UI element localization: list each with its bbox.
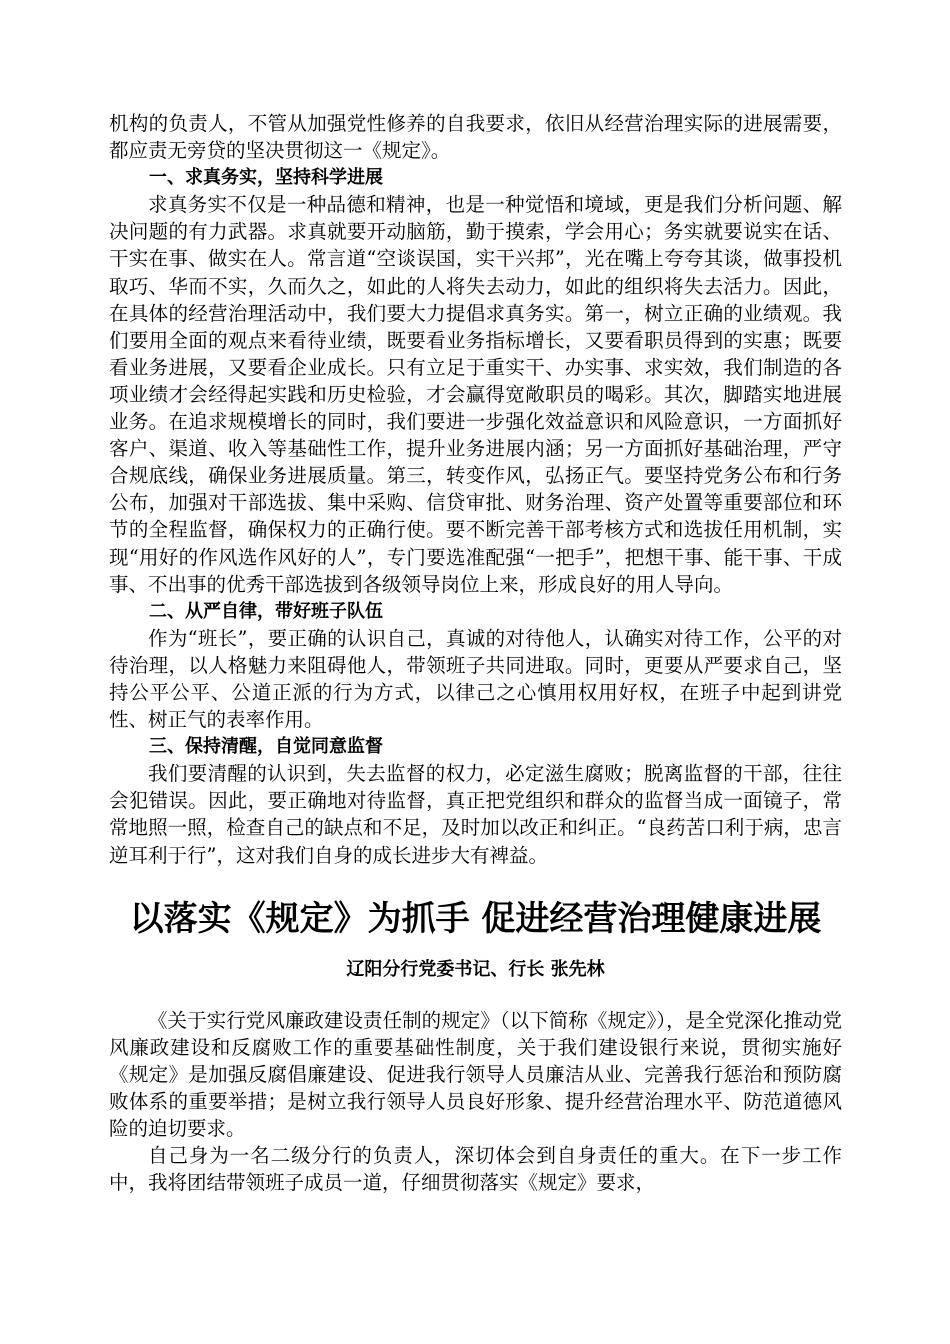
intro-paragraph: 机构的负责人，不管从加强党性修养的自我要求，依旧从经营治理实际的进展需要，都应责无旁贷的坚决贯彻这一《规定》。: [109, 112, 842, 163]
section-body-3: 我们要清醒的认识到，失去监督的权力，必定滋生腐败；脱离监督的干部，往往会犯错误。因此，要正确地对待监督，真正把党组织和群众的监督当成一面镜子，常常地照一照，检查自己的缺点和不足，及时加以改正和纠正。“良药苦口利于病，忠言逆耳利于行”，这对我们自身的成长进步大有裨益。: [109, 762, 842, 867]
section-heading-1: 一、求真务实，坚持科学进展: [149, 167, 383, 189]
article-byline: 辽阳分行党委书记、行长 张先林: [346, 958, 605, 980]
document-page: [109, 110, 842, 1196]
section-heading-2: 二、从严自律，带好班子队伍: [149, 600, 383, 622]
article-title: 以落实《规定》为抓手 促进经营治理健康进展: [129, 898, 822, 939]
section-heading-3: 三、保持清醒，自觉同意监督: [149, 736, 383, 758]
section-body-1: 求真务实不仅是一种品德和精神，也是一种觉悟和境域，更是我们分析问题、解决问题的有力武器。求真就要开动脑筋，勤于摸索，学会用心；务实就要说实在话、干实在事、做实在人。常言道“空谈误国，实干兴邦”，光在嘴上夸夸其谈，做事投机取巧、华而不实，久而久之，如此的人将失去动力，如此的组织将失去活力。因此，在具体的经营治理活动中，我们要大力提倡求真务实。第一，树立正确的业绩观。我们要用全面的观点来看待业绩，既要看业务指标增长，又要看职员得到的实惠；既要看业务进展，又要看企业成长。只有立足于重实干、办实事、求实效，我们制造的各项业绩才会经得起实践和历史检验，才会赢得宽敞职员的喝彩。其次，脚踏实地进展业务。在追求规模增长的同时，我们要进一步强化效益意识和风险意识，一方面抓好客户、渠道、收入等基础性工作，提升业务进展内涵；另一方面抓好基础治理，严守合规底线，确保业务进展质量。第三，转变作风，弘扬正气。要坚持党务公布和行务公布，加强对干部选拔、集中采购、信贷审批、财务治理、资产处置等重要部位和环节的全程监督，确保权力的正确行使。要不断完善干部考核方式和选拔任用机制，实现“用好的作风选作风好的人”，专门要选准配强“一把手”，把想干事、能干事、干成事、不出事的优秀干部选拔到各级领导岗位上来，形成良好的用人导向。: [109, 193, 842, 596]
article-paragraph-1: 《关于实行党风廉政建设责任制的规定》（以下简称《规定》），是全党深化推动党风廉政建设和反腐败工作的重要基础性制度，关于我们建设银行来说，贯彻实施好《规定》是加强反腐倡廉建设、促进我行领导人员廉洁从业、完善我行惩治和预防腐败体系的重要举措；是树立我行领导人员良好形象、提升经营治理水平、防范道德风险的迫切要求。: [109, 1008, 842, 1140]
section-body-2: 作为“班长”，要正确的认识自己，真诚的对待他人，认确实对待工作，公平的对待治理，以人格魅力来阻碍他人，带领班子共同进取。同时，更要从严要求自己，坚持公平公平、公道正派的行为方式，以律己之心慎用权用好权，在班子中起到讲党性、树正气的表率作用。: [109, 626, 842, 732]
article-paragraph-2: 自己身为一名二级分行的负责人，深切体会到自身责任的重大。在下一步工作中，我将团结带领班子成员一道，仔细贯彻落实《规定》要求，: [109, 1144, 842, 1195]
